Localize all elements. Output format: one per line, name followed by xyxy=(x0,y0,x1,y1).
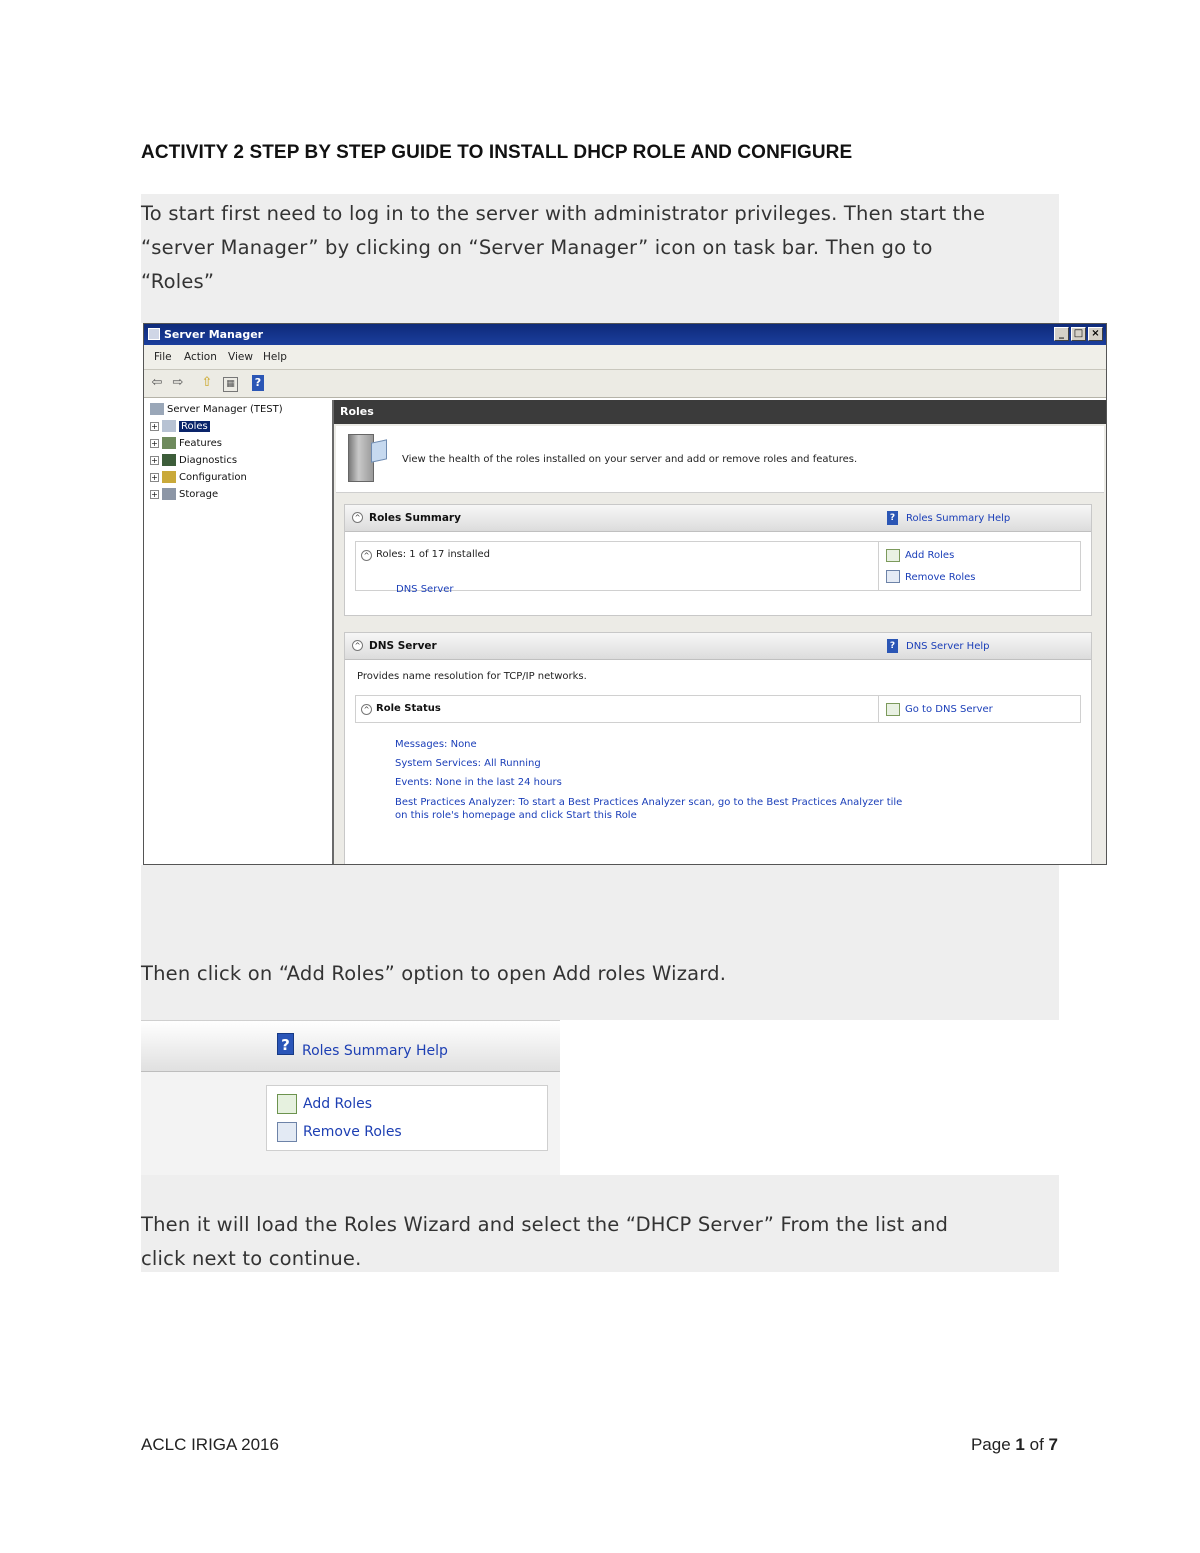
roles-summary-section xyxy=(344,504,1092,616)
intro-line-3: “Roles” xyxy=(141,270,215,293)
details-pane xyxy=(334,400,1106,865)
system-services-link[interactable]: System Services: All Running xyxy=(395,758,541,769)
collapse-icon[interactable]: ^ xyxy=(352,512,363,523)
remove-roles-icon xyxy=(277,1122,297,1142)
footer-left: ACLC IRIGA 2016 xyxy=(141,1435,279,1454)
add-roles-icon xyxy=(277,1094,297,1114)
dns-server-link[interactable]: DNS Server xyxy=(396,584,454,595)
document-heading: ACTIVITY 2 STEP BY STEP GUIDE TO INSTALL DHCP ROLE AND CONFIGURE xyxy=(141,142,853,163)
storage-icon xyxy=(162,488,176,500)
zoom-header xyxy=(141,1020,560,1072)
wizard-line-1: Then it will load the Roles Wizard and select the “DHCP Server” From the list and xyxy=(141,1213,949,1236)
menu-bar xyxy=(144,345,1106,370)
remove-roles-icon xyxy=(886,570,900,583)
bpa-link-line-2[interactable]: on this role's homepage and click Start this Role xyxy=(395,810,637,821)
tree-root[interactable]: Server Manager (TEST) xyxy=(150,402,283,417)
add-roles-icon xyxy=(886,549,900,562)
expand-icon[interactable]: + xyxy=(151,438,158,448)
roles-wizard-paragraph xyxy=(141,1208,1059,1276)
collapse-icon[interactable]: ^ xyxy=(361,704,372,715)
dns-server-section xyxy=(344,632,1092,865)
add-roles-link[interactable]: Add Roles xyxy=(905,550,955,561)
menu-action[interactable]: Action xyxy=(184,351,217,363)
server-icon xyxy=(348,434,374,482)
roles-intro xyxy=(336,426,1104,493)
tree-item-diagnostics[interactable]: + Diagnostics xyxy=(151,455,238,466)
menu-help[interactable]: Help xyxy=(263,351,287,363)
dns-description: Provides name resolution for TCP/IP networks. xyxy=(357,671,587,682)
para2-shade xyxy=(141,865,1059,1020)
zoom-tasks-box xyxy=(266,1085,548,1151)
wizard-line-2: click next to continue. xyxy=(141,1247,362,1270)
roles-icon xyxy=(162,420,176,432)
show-hide-tree-icon[interactable]: ▦ xyxy=(223,377,238,392)
help-icon: ? xyxy=(277,1033,294,1055)
up-folder-icon[interactable]: ⇧ xyxy=(201,375,213,390)
go-to-dns-server-link[interactable]: Go to DNS Server xyxy=(905,704,993,715)
console-tree xyxy=(146,400,334,865)
features-icon xyxy=(162,437,176,449)
pane-header: Roles xyxy=(334,400,1106,424)
tree-item-configuration[interactable]: + Configuration xyxy=(151,472,247,483)
bpa-link-line-1[interactable]: Best Practices Analyzer: To start a Best Practices Analyzer scan, go to the Best Practices Analyzer tile xyxy=(395,797,903,808)
collapse-icon[interactable]: ^ xyxy=(352,640,363,651)
add-roles-paragraph: Then click on “Add Roles” option to open Add roles Wizard. xyxy=(141,962,727,985)
close-icon[interactable]: × xyxy=(1088,327,1103,341)
expand-icon[interactable]: + xyxy=(151,489,158,499)
dns-server-help-link[interactable]: DNS Server Help xyxy=(906,641,990,652)
tree-item-storage[interactable]: + Storage xyxy=(151,489,219,500)
menu-file[interactable]: File xyxy=(154,351,172,363)
expand-icon[interactable]: + xyxy=(151,455,158,465)
tree-item-features[interactable]: + Features xyxy=(151,438,222,449)
tree-item-roles[interactable]: + Roles xyxy=(151,421,208,432)
maximize-icon[interactable]: □ xyxy=(1071,327,1086,341)
roles-summary-zoom-screenshot xyxy=(141,1020,560,1175)
computer-icon xyxy=(150,403,164,415)
roles-summary-help-link[interactable]: Roles Summary Help xyxy=(302,1043,448,1059)
roles-summary-header: ^ Roles Summary ? Roles Summary Help xyxy=(345,505,1091,532)
minimize-icon[interactable]: _ xyxy=(1054,327,1069,341)
intro-line-2: “server Manager” by clicking on “Server Manager” icon on task bar. Then go to xyxy=(141,236,933,259)
configuration-icon xyxy=(162,471,176,483)
window-title: Server Manager xyxy=(164,328,264,341)
forward-arrow-icon[interactable]: ⇨ xyxy=(172,375,184,390)
remove-roles-link[interactable]: Remove Roles xyxy=(303,1124,402,1140)
dns-server-header: ^ DNS Server ? DNS Server Help xyxy=(345,633,1091,660)
roles-summary-help-link[interactable]: Roles Summary Help xyxy=(906,513,1011,524)
roles-subbox xyxy=(355,541,1081,595)
expand-icon[interactable]: + xyxy=(151,421,158,431)
help-icon: ? xyxy=(887,639,898,653)
intro-line-1: To start first need to log in to the server with administrator privileges. Then start the xyxy=(141,202,986,225)
page-number: Page 1 of 7 xyxy=(970,1435,1058,1454)
help-icon[interactable]: ? xyxy=(252,375,264,391)
collapse-icon[interactable]: ^ xyxy=(361,550,372,561)
intro-text: View the health of the roles installed on your server and add or remove roles and features. xyxy=(402,454,858,465)
expand-icon[interactable]: + xyxy=(151,472,158,482)
go-to-icon xyxy=(886,703,900,716)
toolbar xyxy=(144,370,1106,398)
divider xyxy=(878,696,879,722)
back-arrow-icon[interactable]: ⇦ xyxy=(151,375,163,390)
window-controls xyxy=(1054,327,1103,341)
help-icon: ? xyxy=(887,511,898,525)
diagnostics-icon xyxy=(162,454,176,466)
roles-count: Roles: 1 of 17 installed xyxy=(376,549,490,560)
events-link[interactable]: Events: None in the last 24 hours xyxy=(395,777,562,788)
server-manager-icon xyxy=(148,328,160,340)
messages-link[interactable]: Messages: None xyxy=(395,739,477,750)
menu-view[interactable]: View xyxy=(228,351,253,363)
title-bar xyxy=(144,324,1106,345)
divider xyxy=(878,542,879,590)
intro-paragraph xyxy=(141,197,1059,299)
remove-roles-link[interactable]: Remove Roles xyxy=(905,572,976,583)
role-status-subbox: ^ Role Status Go to DNS Server xyxy=(355,695,1081,723)
add-roles-link[interactable]: Add Roles xyxy=(303,1096,373,1112)
server-manager-screenshot xyxy=(143,323,1107,865)
